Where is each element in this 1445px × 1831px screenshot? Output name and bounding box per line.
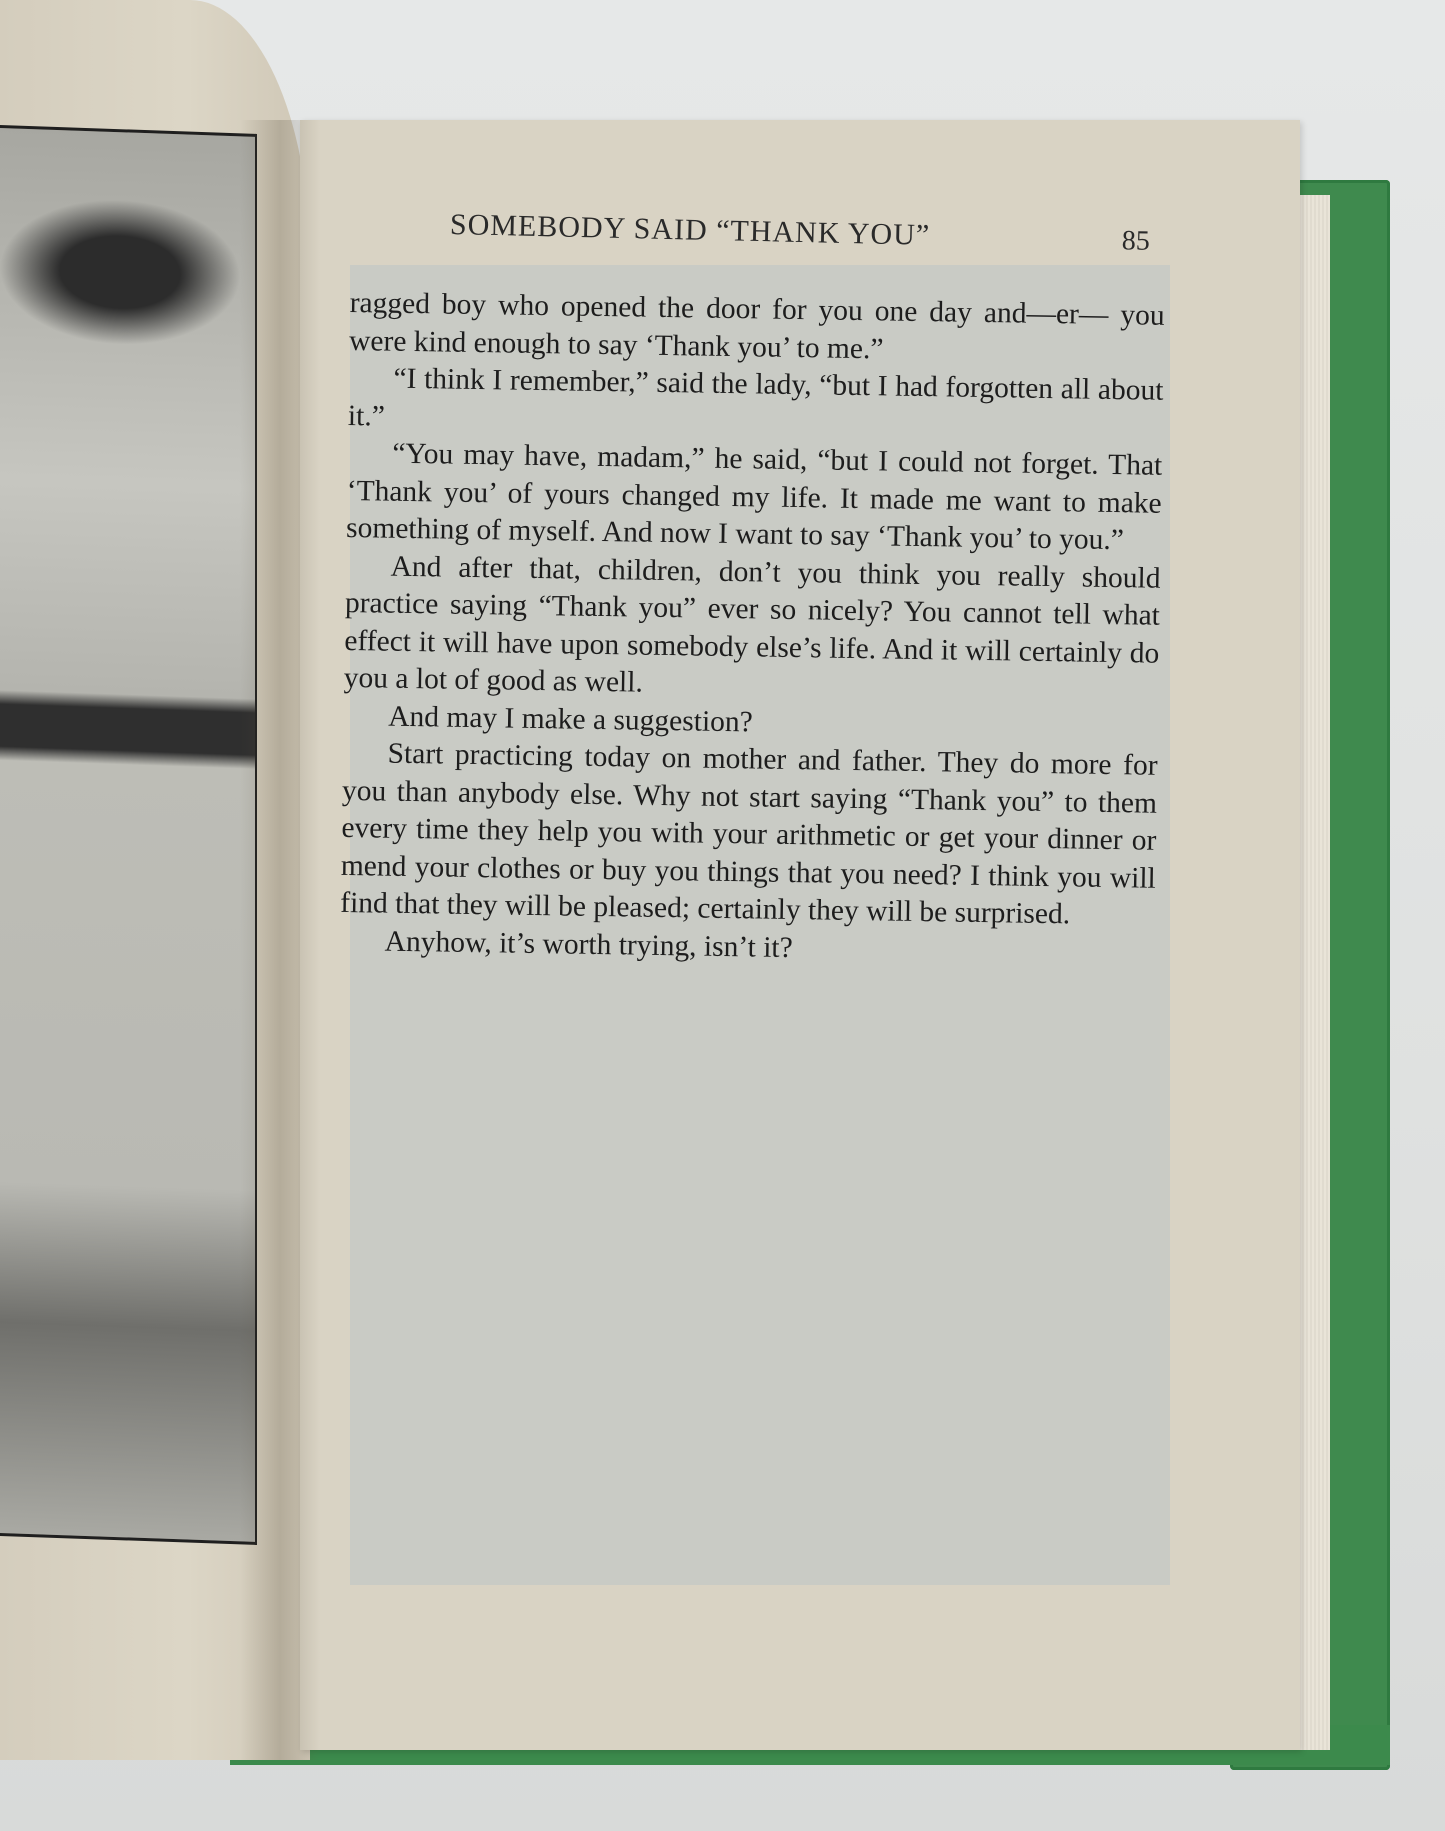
paragraph: Anyhow, it’s worth trying, isn’t it? xyxy=(384,925,793,964)
paragraph: “You may have, madam,” he said, “but I could not forget. That ‘Thank you’ of yours changed my life. It made me want to make something of myself. And now I want to say ‘Thank you’ to you.” xyxy=(345,437,1163,557)
paragraph: “I think I remember,” said the lady, “but I had forgotten all about it.” xyxy=(347,362,1164,433)
paragraph: And after that, children, don’t you think you really should practice saying “Thank you” ever so nicely? You cannot tell what effect it will have upon somebody else’s life. And it will certainly do you a lot of good as well. xyxy=(343,550,1161,699)
running-header: SOMEBODY SAID “THANK YOU” xyxy=(449,208,931,252)
body-text xyxy=(339,285,1165,973)
paragraph: ragged boy who opened the door for you one day and—er— you were kind enough to say ‘Thank you’ to me.” xyxy=(348,286,1165,365)
page-number: 85 xyxy=(1121,225,1151,257)
paragraph: And may I make a suggestion? xyxy=(387,700,754,738)
book-gutter-shadow xyxy=(240,120,320,1760)
paragraph: Start practicing today on mother and father. They do more for you than anybody else. Why not start saying “Thank you” to them every time they help you with your arithmetic or get your dinner or mend your clothes or buy you things that you need? I think you will find that they will be pleased; certainly they will be surprised. xyxy=(340,737,1158,931)
black-and-white-photo xyxy=(0,125,257,1545)
